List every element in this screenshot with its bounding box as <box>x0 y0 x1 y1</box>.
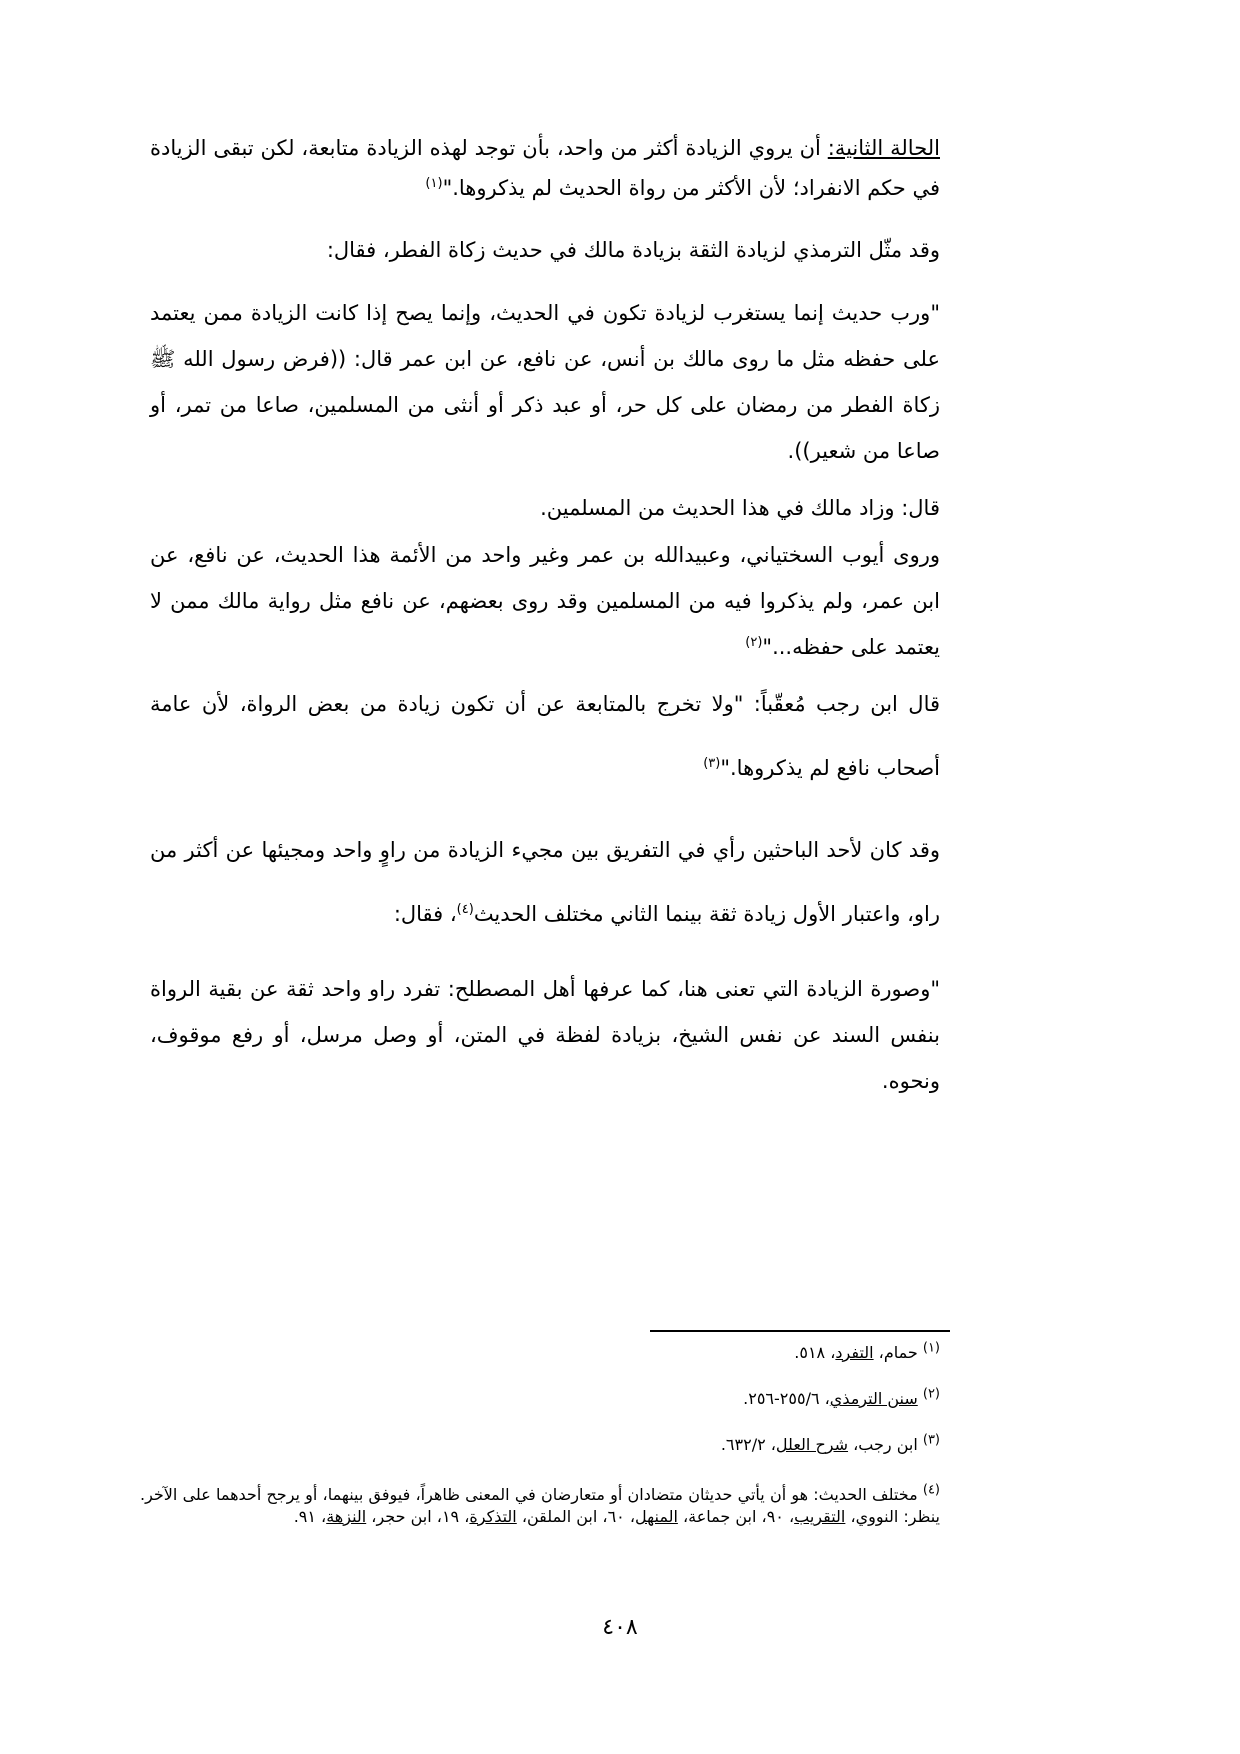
case-two-label: الحالة الثانية: <box>827 136 940 160</box>
footnote-3-source: شرح العلل <box>775 1435 849 1454</box>
footnote-1 <box>140 1342 940 1364</box>
paragraph-ibn-rajab <box>150 672 940 800</box>
footnote-4-source-manhal: المنهل <box>635 1507 678 1526</box>
researcher-view-tail: ، فقال: <box>393 902 457 926</box>
footnote-ref-1[interactable]: (١) <box>425 176 443 191</box>
footnote-2-number: (٢) <box>922 1386 940 1402</box>
paragraph-case-two <box>150 128 940 208</box>
footnote-4-text-e: ، ٩١. <box>293 1507 327 1526</box>
footnote-4-text-b: ، ٩٠، ابن جماعة، <box>677 1507 795 1526</box>
footnote-3-number: (٣) <box>922 1432 940 1448</box>
footnote-4-source-nuzha: النزهة <box>326 1507 367 1526</box>
paragraph-malik-addition: قال: وزاد مالك في هذا الحديث من المسلمين. <box>540 496 940 520</box>
footnote-2-source: سنن الترمذي <box>829 1389 918 1408</box>
footnote-1-text: حمام، <box>873 1343 923 1362</box>
footnote-ref-3[interactable]: (٣) <box>703 756 721 771</box>
footnote-2-page: ، ٢٥٥/٦-٢٥٦. <box>743 1389 830 1408</box>
footnote-ref-2[interactable]: (٢) <box>745 635 763 650</box>
page-number: ٤٠٨ <box>602 1615 638 1640</box>
footnote-ref-4[interactable]: (٤) <box>456 902 474 917</box>
footnote-1-number: (١) <box>922 1340 940 1356</box>
footnote-1-page: ، ٥١٨. <box>794 1343 836 1362</box>
ayyub-narration-text: وروى أيوب السختياني، وعبيدالله بن عمر وغير واحد من الأئمة هذا الحديث، عن نافع، عن ابن عمر، ولم يذكروا فيه من المسلمين وقد روى بعضهم، عن نافع مثل رواية مالك ممن لا يعتمد على حفظه..." <box>150 543 940 659</box>
footnote-3 <box>140 1434 940 1456</box>
footnote-2 <box>140 1388 940 1410</box>
footnote-4 <box>140 1484 940 1528</box>
footnote-4-source-taqrib: التقريب <box>794 1507 846 1526</box>
case-two-text: أن يروي الزيادة أكثر من واحد، بأن توجد لهذه الزيادة متابعة، لكن تبقى الزيادة في حكم الانفراد؛ لأن الأكثر من رواة الحديث لم يذكروها." <box>150 136 940 200</box>
footnote-1-source: التفرد <box>835 1343 874 1362</box>
footnote-separator <box>650 1330 950 1332</box>
footnote-4-source-tadhkira: التذكرة <box>469 1507 517 1526</box>
footnote-4-text-c: ، ٦٠، ابن الملقن، <box>516 1507 635 1526</box>
footnote-3-page: ، ٦٣٢/٢. <box>720 1435 776 1454</box>
paragraph-tirmidhi-quote: "ورب حديث إنما يستغرب لزيادة تكون في الحديث، وإنما يصح إذا كانت الزيادة ممن يعتمد على حفظه مثل ما روى مالك بن أنس، عن نافع، عن ابن عمر قال: ((فرض رسول الله ﷺ زكاة الفطر من رمضان على كل حر، أو عبد ذكر أو أنثى من المسلمين، صاعا من تمر، أو صاعا من شعير)). <box>150 301 940 463</box>
footnote-3-text: ابن رجب، <box>848 1435 923 1454</box>
footnote-4-text: مختلف الحديث: هو أن يأتي حديثان متضادان أو متعارضان في المعنى ظاهراً، فيوفق بينهما، أو يرجح أحدهما على الآخر. ينظر: النووي، <box>140 1485 940 1526</box>
paragraph-tirmidhi-intro: وقد مثّل الترمذي لزيادة الثقة بزيادة مالك في حديث زكاة الفطر، فقال: <box>326 238 940 262</box>
footnote-4-text-d: ، ١٩، ابن حجر، <box>366 1507 470 1526</box>
paragraph-addition-definition: "وصورة الزيادة التي تعنى هنا، كما عرفها أهل المصطلح: تفرد راو واحد ثقة عن بقية الرواة بنفس السند عن نفس الشيخ، بزيادة لفظة في المتن، أو وصل مرسل، أو رفع موقوف، ونحوه. <box>150 977 940 1093</box>
footnote-4-number: (٤) <box>922 1482 940 1498</box>
ibn-rajab-text: قال ابن رجب مُعقّباً: "ولا تخرج بالمتابعة عن أن تكون زيادة من بعض الرواة، لأن عامة أصحاب نافع لم يذكروها." <box>150 692 940 780</box>
paragraph-ayyub-narration <box>150 532 940 670</box>
paragraph-researcher-view <box>150 818 940 946</box>
researcher-view-text: وقد كان لأحد الباحثين رأي في التفريق بين مجيء الزيادة من راوٍ واحد ومجيئها عن أكثر من راو، واعتبار الأول زيادة ثقة بينما الثاني مختلف الحديث <box>150 838 940 926</box>
